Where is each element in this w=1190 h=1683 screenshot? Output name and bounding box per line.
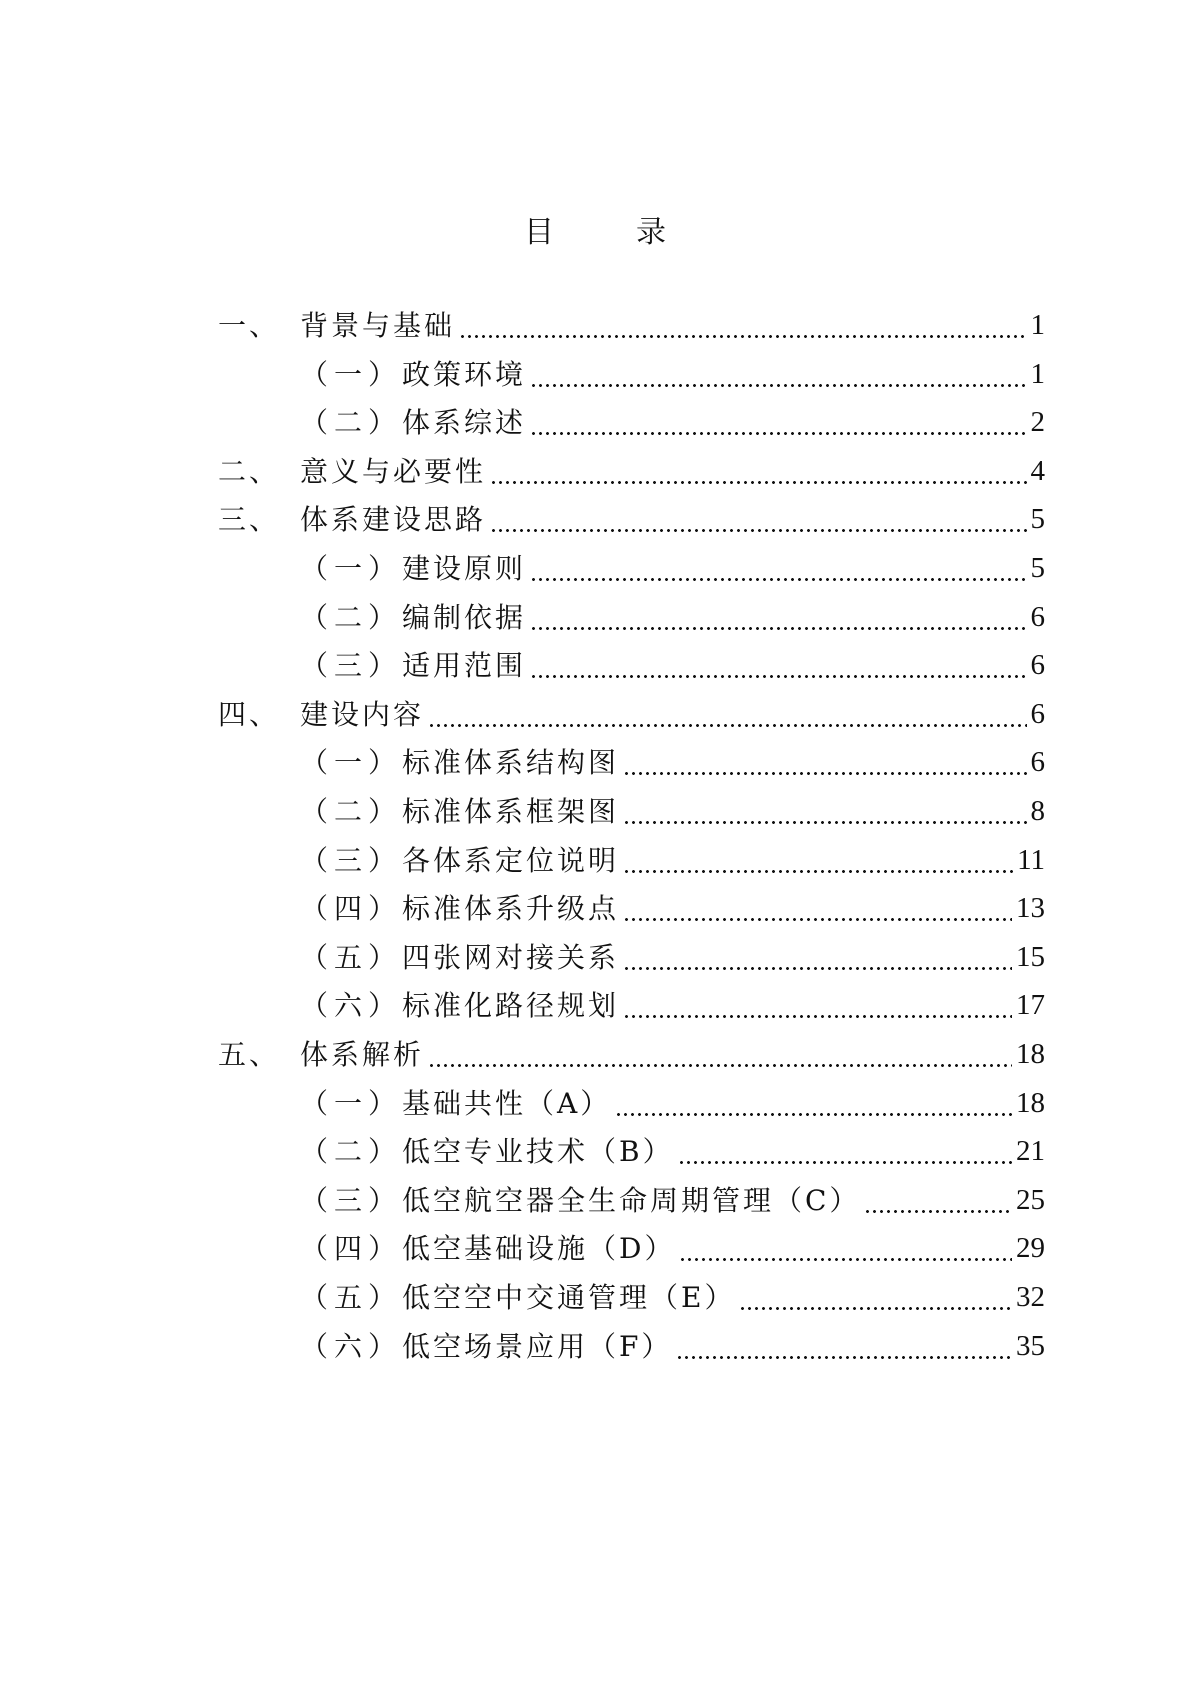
toc-entry-number: （四）: [300, 892, 403, 926]
dot-leader: [428, 701, 1026, 729]
toc-entry-page: 13: [1016, 892, 1045, 925]
toc-entry[interactable]: [300, 543, 1045, 583]
toc-entry-label: 标准体系框架图: [402, 795, 620, 828]
dot-leader: [623, 798, 1026, 826]
toc-entry[interactable]: [300, 1126, 1045, 1169]
toc-entry-label: 体系解析: [300, 1038, 425, 1071]
dot-leader: [530, 409, 1026, 437]
dot-leader: [490, 506, 1026, 534]
toc-entry-label: 建设内容: [300, 697, 425, 731]
toc-entry[interactable]: [300, 397, 1045, 440]
toc-entry-page: 35: [1016, 1329, 1045, 1362]
toc-entry-number: （四）: [300, 1232, 403, 1266]
toc-entry[interactable]: [300, 1078, 1045, 1118]
toc-entry-page: 1: [1030, 309, 1045, 341]
toc-entry-number: （五）: [300, 1281, 403, 1314]
toc-entry-page: 18: [1016, 1038, 1045, 1070]
toc-entry[interactable]: [300, 1175, 1045, 1215]
toc-entry[interactable]: [300, 1272, 1045, 1312]
toc-entry-page: 17: [1016, 989, 1045, 1022]
dot-leader: [864, 1187, 1012, 1215]
toc-entry[interactable]: [218, 446, 1045, 486]
toc-entry[interactable]: [300, 980, 1045, 1023]
dot-leader: [530, 361, 1026, 389]
dot-leader: [459, 312, 1026, 340]
toc-entry-label: 编制依据: [402, 600, 527, 634]
toc-entry-label: 体系综述: [402, 406, 527, 440]
toc-entry[interactable]: [300, 349, 1045, 389]
toc-entry-label: 意义与必要性: [300, 454, 487, 488]
dot-leader: [676, 1333, 1012, 1361]
toc-entry[interactable]: [300, 932, 1045, 972]
toc-entry[interactable]: [300, 1321, 1045, 1361]
toc-entry[interactable]: [300, 737, 1045, 780]
toc-entry-number: （三）: [300, 843, 403, 877]
toc-entry-label: 标准体系升级点: [402, 892, 620, 926]
toc-entry-label: 四张网对接关系: [402, 940, 620, 974]
toc-entry[interactable]: [218, 494, 1045, 537]
toc-entry-number: （二）: [300, 795, 403, 828]
toc-entry-page: 25: [1016, 1183, 1045, 1216]
toc-entry-label: 适用范围: [402, 649, 527, 683]
toc-entry-number: 一、: [218, 309, 281, 342]
toc-entry-page: 5: [1030, 552, 1045, 584]
toc-entry-label: 建设原则: [402, 552, 527, 585]
toc-entry-page: 6: [1030, 600, 1045, 633]
toc-entry-number: 四、: [218, 697, 281, 731]
toc-entry-number: （二）: [300, 600, 403, 634]
dot-leader: [679, 1235, 1012, 1263]
toc-entry-page: 4: [1030, 454, 1045, 487]
toc-entry-number: （一）: [300, 552, 403, 585]
dot-leader: [623, 749, 1026, 777]
toc-entry[interactable]: [300, 592, 1045, 632]
toc-entry-page: 32: [1016, 1281, 1045, 1313]
toc-entry-label: 标准化路径规划: [402, 989, 620, 1023]
toc-entry[interactable]: [300, 1223, 1045, 1266]
toc-entry-page: 29: [1016, 1232, 1045, 1265]
toc-entry-label: 低空空中交通管理（E）: [402, 1281, 736, 1314]
dot-leader: [490, 458, 1026, 486]
toc-entry-page: 6: [1030, 697, 1045, 730]
dot-leader: [615, 1090, 1012, 1118]
toc-entry-number: （一）: [300, 357, 403, 391]
toc-entry-number: （二）: [300, 1135, 403, 1169]
toc-entry[interactable]: [300, 883, 1045, 926]
toc-entry[interactable]: [218, 689, 1045, 729]
toc-entry-page: 15: [1016, 940, 1045, 973]
toc-entry-page: 11: [1017, 843, 1045, 876]
toc-entry-page: 1: [1030, 357, 1045, 390]
toc-entry-number: （六）: [300, 989, 403, 1023]
dot-leader: [530, 652, 1026, 680]
toc-entry-number: （五）: [300, 940, 403, 974]
toc-entry-label: 基础共性（A）: [402, 1086, 612, 1120]
dot-leader: [428, 1041, 1012, 1069]
dot-leader: [530, 555, 1026, 583]
toc-entry-number: （六）: [300, 1329, 403, 1363]
toc-entry-page: 18: [1016, 1086, 1045, 1119]
toc-entry-label: 政策环境: [402, 357, 527, 391]
toc-entry-page: 6: [1030, 649, 1045, 682]
toc-entry[interactable]: [218, 1029, 1045, 1069]
dot-leader: [623, 847, 1013, 875]
toc-entry-number: （一）: [300, 746, 403, 780]
toc-entry-number: （一）: [300, 1086, 403, 1120]
dot-leader: [678, 1138, 1012, 1166]
toc-entry-page: 21: [1016, 1135, 1045, 1168]
toc-entry-number: 三、: [218, 503, 281, 537]
toc-entry-label: 低空航空器全生命周期管理（C）: [402, 1183, 861, 1217]
dot-leader: [739, 1284, 1012, 1312]
page-title: 目 录: [524, 215, 692, 250]
dot-leader: [623, 895, 1012, 923]
dot-leader: [623, 944, 1012, 972]
toc-entry-number: 五、: [218, 1038, 281, 1071]
toc-entry-label: 各体系定位说明: [402, 843, 620, 877]
toc-entry-page: 8: [1030, 795, 1045, 827]
toc-entry-label: 背景与基础: [300, 309, 456, 342]
toc-entry-label: 低空专业技术（B）: [402, 1135, 674, 1169]
toc-entry[interactable]: [300, 835, 1045, 875]
toc-entry-number: （三）: [300, 649, 403, 683]
toc-entry[interactable]: [300, 640, 1045, 683]
toc-entry-page: 5: [1030, 503, 1045, 536]
dot-leader: [530, 604, 1026, 632]
toc-entry-number: （二）: [300, 406, 403, 440]
toc-entry[interactable]: [300, 786, 1045, 826]
toc-entry-page: 2: [1030, 406, 1045, 439]
toc-entry-label: 低空基础设施（D）: [402, 1232, 676, 1266]
toc-entry-label: 低空场景应用（F）: [402, 1329, 673, 1363]
toc-entry-number: （三）: [300, 1183, 403, 1217]
toc-entry-number: 二、: [218, 454, 281, 488]
toc-entry-label: 标准体系结构图: [402, 746, 620, 780]
toc-entry-page: 6: [1030, 746, 1045, 779]
toc-entry-label: 体系建设思路: [300, 503, 487, 537]
dot-leader: [623, 992, 1012, 1020]
toc-entry[interactable]: [218, 300, 1045, 340]
